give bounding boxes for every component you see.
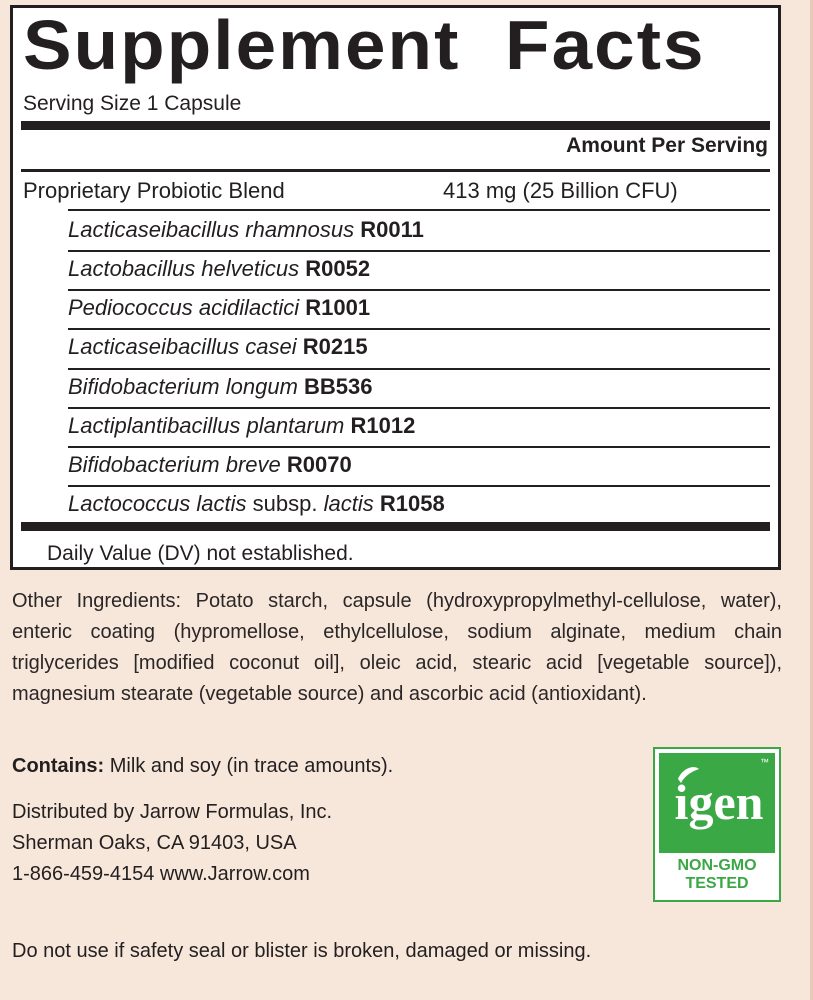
tested-text: TESTED xyxy=(685,875,749,892)
blend-amount: 413 mg (25 Billion CFU) xyxy=(443,178,678,203)
non-gmo-text: NON-GMO xyxy=(677,857,757,874)
strain-species: Lacticaseibacillus rhamnosus xyxy=(68,217,355,242)
contains-statement xyxy=(12,755,393,778)
igen-logo-text: igen xyxy=(674,774,764,830)
strain-code: R0011 xyxy=(360,217,424,242)
divider-thick-top xyxy=(21,121,770,130)
strain-species: Bifidobacterium breve xyxy=(68,452,281,477)
non-gmo-badge xyxy=(653,747,781,902)
divider-row xyxy=(68,446,770,448)
strain-species: Lacticaseibacillus casei xyxy=(68,334,297,359)
divider-row xyxy=(68,407,770,409)
blend-name: Proprietary Probiotic Blend xyxy=(23,178,285,203)
supplement-facts-panel xyxy=(10,5,781,570)
distributor-name: Distributed by Jarrow Formulas, Inc. xyxy=(12,801,333,823)
strain-code: BB536 xyxy=(304,374,373,399)
blend-row xyxy=(23,178,768,208)
safety-warning: Do not use if safety seal or blister is broken, damaged or missing. xyxy=(12,940,592,962)
strain-subsp: subsp. xyxy=(252,491,318,516)
divider-row xyxy=(68,209,770,211)
contains-text: Milk and soy (in trace amounts). xyxy=(104,755,394,777)
panel-title: Supplement Facts xyxy=(23,6,706,84)
strain-species: Lactobacillus helveticus xyxy=(68,256,300,281)
non-gmo-label xyxy=(655,857,779,893)
daily-value-note: Daily Value (DV) not established. xyxy=(47,542,354,565)
divider-row xyxy=(68,289,770,291)
strain-species: Bifidobacterium longum xyxy=(68,374,298,399)
distributor-info xyxy=(12,797,332,890)
divider-thick-bottom xyxy=(21,522,770,531)
distributor-address: Sherman Oaks, CA 91403, USA xyxy=(12,832,297,854)
serving-size: Serving Size 1 Capsule xyxy=(23,92,242,115)
divider-row xyxy=(68,328,770,330)
igen-leaf-icon xyxy=(659,753,775,853)
strain-variety: lactis xyxy=(323,491,374,516)
strain-species: Pediococcus acidilactici xyxy=(68,295,300,320)
igen-logo xyxy=(659,753,775,853)
divider-row xyxy=(68,368,770,370)
strain-code: R0070 xyxy=(286,452,352,477)
divider-row xyxy=(68,250,770,252)
strain-code: R1001 xyxy=(305,295,371,320)
trademark-symbol: ™ xyxy=(760,757,769,767)
divider-header xyxy=(21,169,770,172)
contains-label: Contains: xyxy=(12,755,105,777)
other-ingredients: Other Ingredients: Potato starch, capsule (hydroxypropylmethyl-cellulose, water), enteric coating (hypromellose, ethylcellulose, sodium alginate, medium chain triglycerides [modified coconut oil], oleic acid, stearic acid [vegetable source]), magnesium stearate (vegetable source) and ascorbic acid (antioxidant). xyxy=(12,590,782,705)
strain-code: R1058 xyxy=(379,491,445,516)
strain-species: Lactococcus lactis xyxy=(68,491,247,516)
strain-code: R0215 xyxy=(302,334,368,359)
amount-per-serving-header: Amount Per Serving xyxy=(566,134,768,157)
strain-code: R1012 xyxy=(350,413,416,438)
distributor-contact: 1-866-459-4154 www.Jarrow.com xyxy=(12,863,310,885)
divider-row xyxy=(68,485,770,487)
strain-code: R0052 xyxy=(305,256,371,281)
strain-species: Lactiplantibacillus plantarum xyxy=(68,413,345,438)
